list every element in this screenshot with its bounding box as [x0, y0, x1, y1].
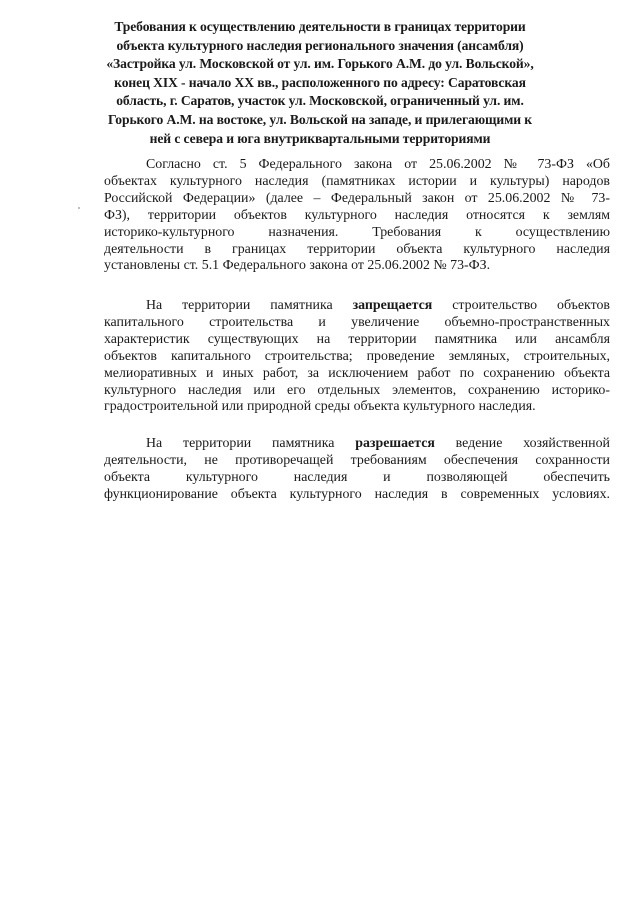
paragraph-line: градостроительной или природной среды объекта культурного наследия. [104, 399, 536, 415]
title-line: область, г. Саратов, участок ул. Московской, ограниченный ул. им. [116, 93, 524, 109]
paragraph-line: мелиоративных и иных работ, за исключением работ по сохранению объекта [104, 365, 610, 381]
paragraph-line [104, 436, 610, 453]
paragraph-line: установлены ст. 5.1 Федерального закона от 25.06.2002 № 73-ФЗ. [104, 258, 491, 274]
title-line: объекта культурного наследия регионального значения (ансамбля) [116, 37, 524, 53]
paragraph-line: культурного наследия или его отдельных элементов, сохранению историко- [104, 382, 610, 398]
paragraph-text: На территории памятника [146, 298, 353, 313]
paragraph-line: характеристик существующих на территории памятника или ансамбля [104, 331, 610, 347]
title-line: Требования к осуществлению деятельности в границах территории [114, 19, 526, 34]
paragraph-line: Согласно ст. 5 Федерального закона от 25.06.2002 № 73-ФЗ «Об [146, 157, 610, 172]
prohibited-keyword: запрещается [352, 298, 433, 313]
paragraph-line: функционирование объекта культурного наследия в современных условиях. [104, 486, 610, 502]
title-line: ней с севера и юга внутриквартальными территориями [149, 130, 491, 146]
paragraph-text: строительство объектов [432, 298, 610, 313]
paragraph-prohibited [104, 298, 610, 416]
paragraph-text: ведение хозяйственной [434, 436, 610, 451]
paragraph-line: объекта культурного наследия и позволяющей обеспечить [104, 469, 610, 485]
paragraph-line: деятельности, не противоречащей требованиям обеспечения сохранности [104, 452, 610, 468]
paragraph-line: Российской Федерации» (далее – Федеральный закон от 25.06.2002 № 73- [104, 190, 610, 206]
paragraph-line: ФЗ), территории объектов культурного наследия относятся к землям [104, 207, 610, 223]
title-line: «Застройка ул. Московской от ул. им. Горького А.М. до ул. Вольской», [106, 56, 534, 72]
paragraph-line: историко-культурного назначения. Требования к осуществлению [104, 224, 610, 240]
scan-speck [78, 207, 80, 209]
paragraph-line: объектах культурного наследия (памятниках истории и культуры) народов [104, 173, 610, 189]
document-title [100, 18, 540, 148]
paragraph-legal-basis [104, 157, 610, 275]
paragraph-line: деятельности в границах территории объекта культурного наследия [104, 241, 610, 257]
paragraph-permitted [104, 436, 610, 504]
paragraph-line: объектов капитального строительства; проведение земляных, строительных, [104, 348, 610, 364]
title-line: конец XIX - начало XX вв., расположенного по адресу: Саратовская [114, 74, 526, 90]
paragraph-line [104, 298, 610, 315]
paragraph-line: капитального строительства и увеличение объемно-пространственных [104, 314, 610, 330]
paragraph-text: На территории памятника [146, 436, 356, 451]
title-line: Горького А.М. на востоке, ул. Вольской на западе, и прилегающими к [107, 111, 533, 127]
permitted-keyword: разрешается [355, 436, 435, 451]
